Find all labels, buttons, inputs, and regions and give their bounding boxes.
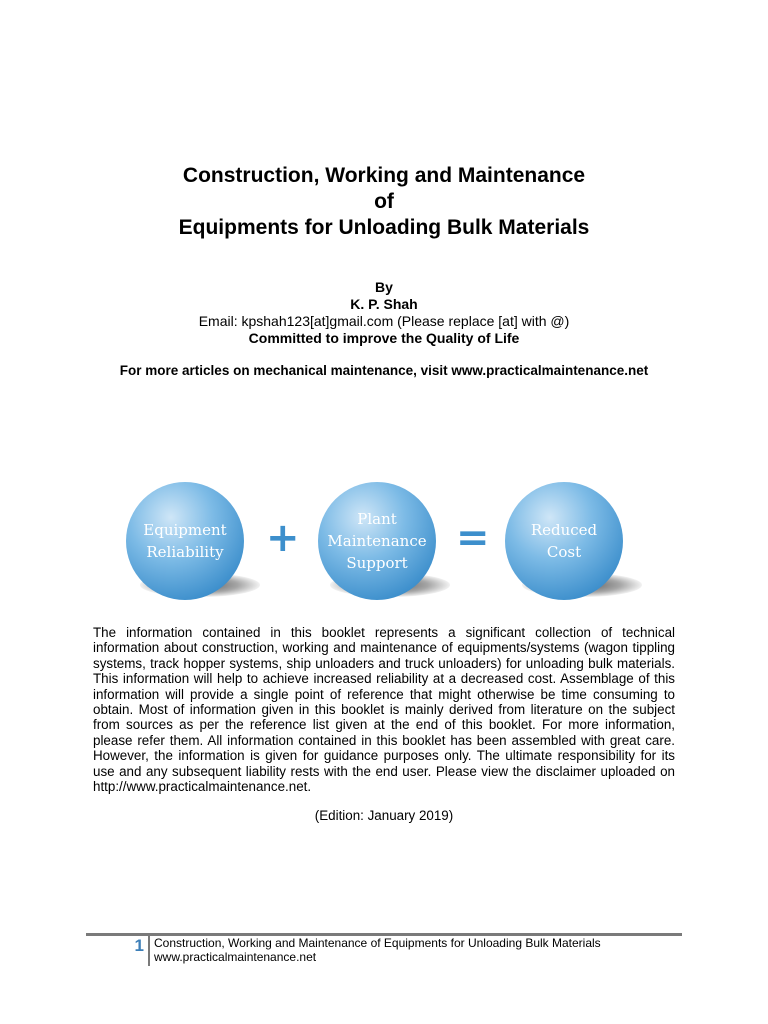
title-line-3: Equipments for Unloading Bulk Materials	[178, 216, 590, 239]
title-line-2: of	[374, 190, 394, 213]
intro-paragraph: The information contained in this booklet represents a significant collection of technical information about construction, working and maintenance of equipments/systems (wagon tippling systems, track hopper systems, ship unloaders and truck unloaders) for unloading bulk materials. This information will help to achieve increased reliability at a decreased cost. Assemblage of this information will provide a single point of reference that might otherwise be time consuming to obtain. Most of information given in this booklet is mainly derived from literature on the subject from sources as per the reference list given at the end of this booklet. For more information, please refer them. All information contained in this booklet has been assembled with great care. However, the information is given for guidance purposes only. The ultimate responsibility for its use and any subsequent liability rests with the end user. Please view the disclaimer uploaded on http://www.practicalmaintenance.net.	[93, 625, 675, 795]
footer-text	[154, 936, 601, 964]
plus-sign: +	[266, 515, 300, 561]
visit-website-line: For more articles on mechanical maintenance, visit www.practicalmaintenance.net	[119, 363, 649, 378]
equipment-reliability-label: Equipment Reliability	[143, 521, 227, 561]
equipment-reliability-circle	[126, 482, 244, 600]
document-title	[0, 163, 768, 241]
title-line-1: Construction, Working and Maintenance	[182, 164, 586, 187]
author-motto: Committed to improve the Quality of Life	[248, 330, 520, 346]
plant-maintenance-support-label: Plant Maintenance Support	[327, 510, 427, 572]
edition-note: (Edition: January 2019)	[314, 808, 454, 823]
footer-website: www.practicalmaintenance.net	[154, 950, 317, 964]
plant-maintenance-support-circle	[318, 482, 436, 600]
equals-sign: =	[456, 515, 490, 561]
footer-vertical-divider	[148, 934, 150, 966]
page-number: 1	[134, 936, 144, 955]
reliability-diagram	[0, 470, 768, 610]
author-email: Email: kpshah123[at]gmail.com (Please replace [at] with @)	[198, 313, 570, 329]
reduced-cost-label: Reduced Cost	[530, 521, 598, 561]
by-label: By	[375, 279, 393, 295]
footer-title: Construction, Working and Maintenance of Equipments for Unloading Bulk Materials	[154, 936, 601, 950]
author-name: K. P. Shah	[350, 296, 418, 312]
author-block	[0, 279, 768, 347]
reduced-cost-circle	[505, 482, 623, 600]
